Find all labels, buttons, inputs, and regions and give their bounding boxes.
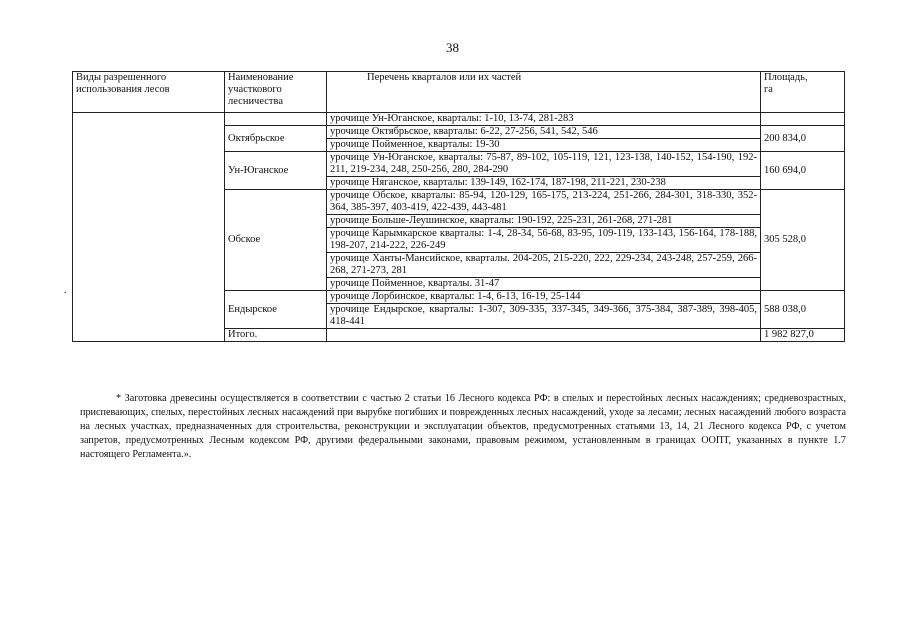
- total-label: Итого.: [225, 329, 327, 342]
- forest-quarters-table: [72, 71, 845, 342]
- quarters-cell: [327, 329, 761, 342]
- area-obskoe: 305 528,0: [761, 190, 845, 291]
- use-type-cell: [73, 113, 225, 342]
- table-row: [73, 113, 845, 126]
- quarters-cell: урочище Пойменное, кварталы. 31-47: [327, 278, 761, 291]
- forestry-name-endyrskoe: Ендырское: [225, 291, 327, 329]
- area-endyrskoe: 588 038,0: [761, 291, 845, 329]
- margin-mark: .: [64, 285, 67, 296]
- quarters-cell: урочище Ендырское, кварталы: 1-307, 309-335, 337-345, 349-366, 375-384, 387-389, 398-405, 418-441: [327, 304, 761, 329]
- area-un-yuganskoe: 160 694,0: [761, 152, 845, 190]
- table-header-row: [73, 72, 845, 113]
- area-cell: [761, 113, 845, 126]
- quarters-cell: урочище Октябрьское, кварталы: 6-22, 27-256, 541, 542, 546: [327, 126, 761, 139]
- forestry-name-un-yuganskoe: Ун-Юганское: [225, 152, 327, 190]
- quarters-cell: урочище Пойменное, кварталы: 19-30: [327, 139, 761, 152]
- quarters-cell: урочище Лорбинское, кварталы: 1-4, 6-13, 16-19, 25-144: [327, 291, 761, 304]
- forestry-name-obskoe: Обское: [225, 190, 327, 291]
- quarters-cell: урочище Карымкарское кварталы: 1-4, 28-34, 56-68, 83-95, 109-119, 133-143, 156-164, 178-188, 198-207, 214-222, 226-249: [327, 228, 761, 253]
- area-oktyabrskoe: 200 834,0: [761, 126, 845, 152]
- quarters-cell: урочище Няганское, кварталы: 139-149, 162-174, 187-198, 211-221, 230-238: [327, 177, 761, 190]
- forestry-name-cell: [225, 113, 327, 126]
- header-use-type: Виды разрешенного использования лесов: [73, 72, 225, 113]
- footnote: * Заготовка древесины осуществляется в соответствии с частью 2 статьи 16 Лесного кодекса РФ: в спелых и перестойных лесных насаждениях; средневозрастных, приспевающих, спелых, перестойных лесных насаждений при вырубке погибших и поврежденных лесных насаждений, уходе за лесами; лесных насаждений любого возраста на лесных участках, предназначенных для строительства, реконструкции и эксплуатации объектов, предусмотренных статьями 13, 14, 21 Лесного кодекса РФ, с учетом запретов, предусмотренных Лесным кодексом РФ, другими федеральными законами, правовым режимом, установленным в границах ООПТ, указанных в пункте 1.7 настоящего Регламента.».: [80, 393, 846, 460]
- page-number: 38: [446, 40, 459, 55]
- forestry-name-oktyabrskoe: Октябрьское: [225, 126, 327, 152]
- quarters-cell: урочище Больше-Леушинское, кварталы: 190-192, 225-231, 261-268, 271-281: [327, 215, 761, 228]
- header-forestry-name: Наименование участкового лесничества: [225, 72, 327, 113]
- header-quarters-list: Перечень кварталов или их частей: [327, 72, 761, 113]
- header-area: Площадь, га: [761, 72, 845, 113]
- total-area: 1 982 827,0: [761, 329, 845, 342]
- quarters-cell: урочище Ун-Юганское, кварталы: 1-10, 13-74, 281-283: [327, 113, 761, 126]
- quarters-cell: урочище Ханты-Мансийское, кварталы. 204-205, 215-220, 222, 229-234, 243-248, 257-259, 266-268, 271-273, 281: [327, 253, 761, 278]
- quarters-cell: урочище Обское, кварталы: 85-94, 120-129, 165-175, 213-224, 251-266, 284-301, 318-330, 352-364, 385-397, 403-419, 422-439, 443-481: [327, 190, 761, 215]
- quarters-cell: урочище Ун-Юганское, кварталы: 75-87, 89-102, 105-119, 121, 123-138, 140-152, 154-190, 192-211, 219-234, 248, 250-256, 280, 284-290: [327, 152, 761, 177]
